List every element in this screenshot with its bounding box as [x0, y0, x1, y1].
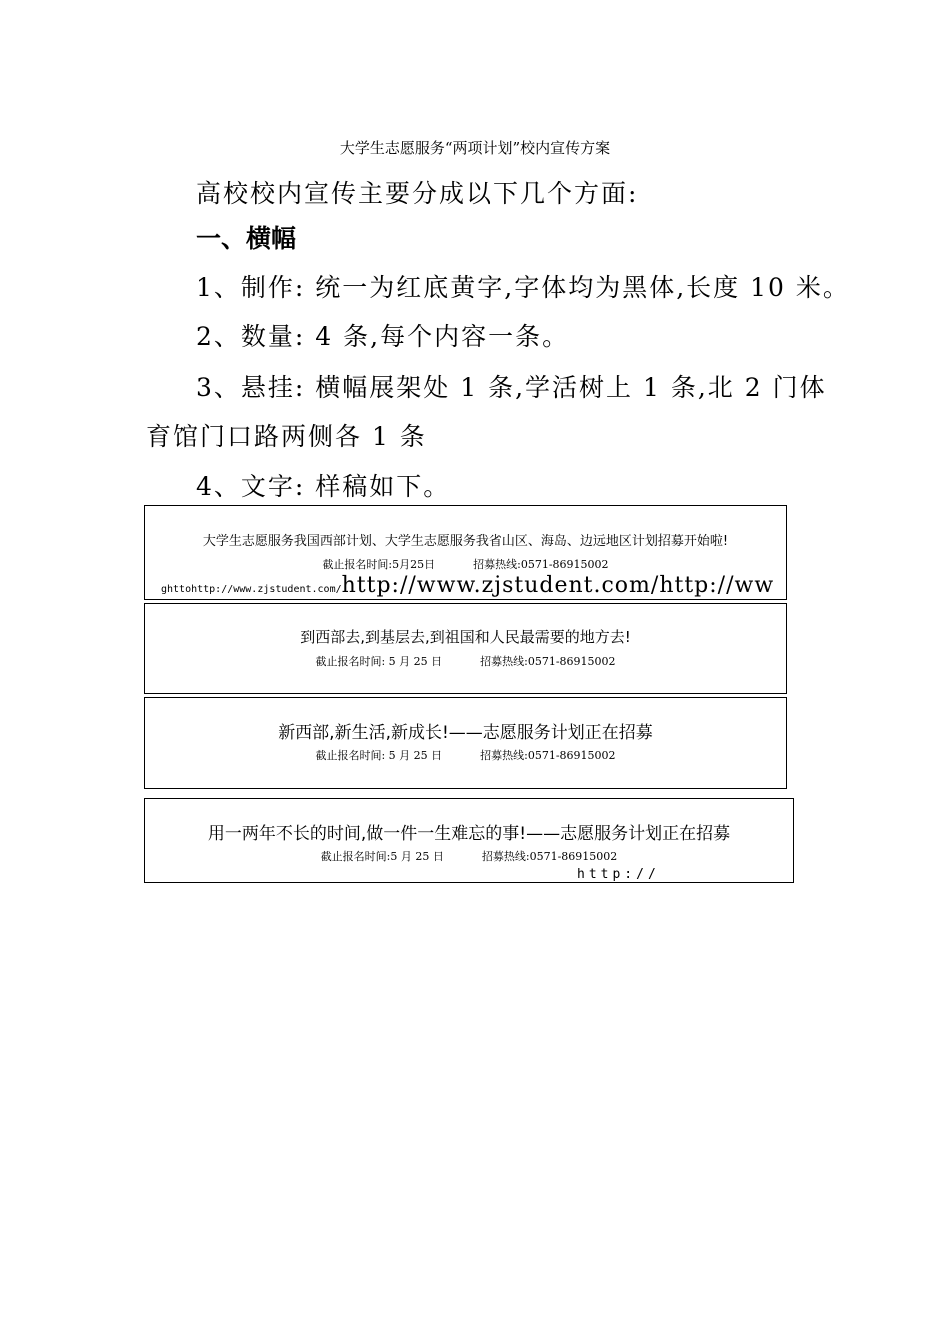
hotline-text: 招募热线:0571-86915002: [480, 749, 616, 762]
banner-slogan: 用一两年不长的时间,做一件一生难忘的事!——志愿服务计划正在招募: [207, 824, 731, 844]
url-big-text: http://www.zjstudent.com/http://ww: [341, 573, 775, 598]
banner-sample-3: [144, 697, 787, 789]
banner-info: [145, 747, 786, 763]
section-heading-banners: 一、横幅: [196, 224, 297, 253]
hotline-text: 招募热线:0571-86915002: [481, 850, 618, 863]
banner-url-fragment: http://: [577, 867, 660, 882]
item-hanging: 3、悬挂: 横幅展架处 1 条,学活树上 1 条,北 2 门体: [196, 373, 827, 402]
banner-sample-4: [144, 798, 794, 883]
banner-info: [145, 556, 786, 572]
banner-url-line: [161, 573, 774, 598]
banner-sample-2: [144, 603, 787, 694]
intro-paragraph: 高校校内宣传主要分成以下几个方面:: [196, 179, 639, 208]
hotline-text: 招募热线:0571-86915002: [473, 558, 609, 571]
banner-slogan: 到西部去,到基层去,到祖国和人民最需要的地方去!: [300, 628, 631, 646]
hotline-text: 招募热线:0571-86915002: [480, 655, 616, 668]
banner-sample-1: [144, 505, 787, 600]
deadline-text: 截止报名时间:5月25日: [322, 558, 436, 571]
deadline-text: 截止报名时间: 5 月 25 日: [315, 749, 443, 762]
banner-slogan: 大学生志愿服务我国西部计划、大学生志愿服务我省山区、海岛、边远地区计划招募开始啦!: [202, 534, 729, 549]
url-small-text: ghttohttp://www.zjstudent.com/: [161, 584, 342, 595]
deadline-text: 截止报名时间:5 月 25 日: [320, 850, 444, 863]
document-title: 大学生志愿服务“两项计划”校内宣传方案: [339, 139, 611, 157]
deadline-text: 截止报名时间: 5 月 25 日: [315, 655, 443, 668]
banner-info: [145, 653, 786, 669]
banner-slogan: 新西部,新生活,新成长!——志愿服务计划正在招募: [278, 723, 653, 743]
item-text: 4、文字: 样稿如下。: [196, 472, 451, 501]
item-production: 1、制作: 统一为红底黄字,字体均为黑体,长度 10 米。: [196, 273, 850, 302]
banner-info: [145, 848, 793, 864]
item-hanging-continued: 育馆门口路两侧各 1 条: [146, 422, 427, 451]
item-quantity: 2、数量: 4 条,每个内容一条。: [196, 322, 570, 351]
